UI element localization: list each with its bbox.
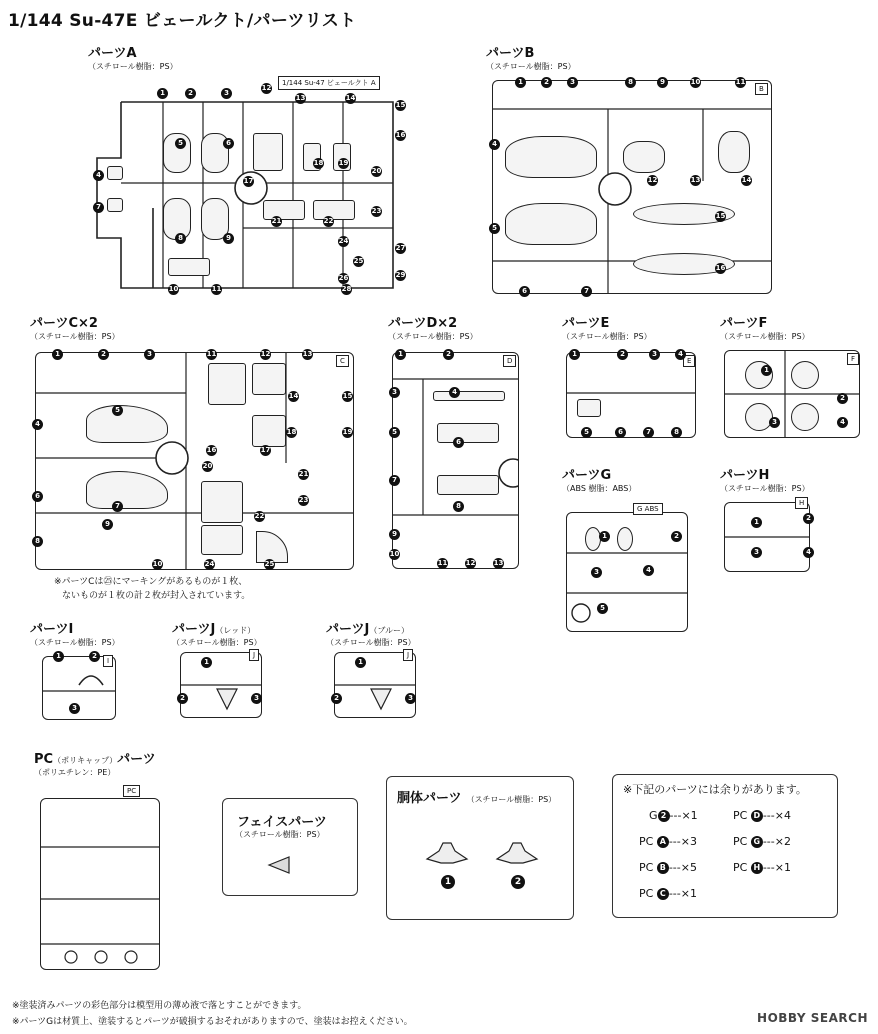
num-c24: 24: [204, 560, 215, 568]
runner-pc: [40, 787, 160, 970]
num-a22: 22: [323, 217, 334, 225]
num-b12: 12: [647, 176, 658, 184]
parts-d-material: （スチロール樹脂：PS）: [388, 332, 478, 341]
num-c17: 17: [260, 446, 271, 454]
num-b14: 14: [741, 176, 752, 184]
leftover-row-pcc: PC C ---×1: [639, 887, 697, 900]
num-d3: 3: [389, 387, 400, 398]
part-a7: [107, 198, 123, 212]
part-f3b: [791, 403, 819, 431]
num-c19: 19: [342, 428, 353, 436]
leftover-row-g2: G 2 ---×1: [649, 809, 698, 822]
footnote-1: ※塗装済みパーツの彩色部分は模型用の薄め液で落とすことができます。: [12, 1001, 307, 1011]
parts-a-title: パーツA: [88, 46, 137, 61]
num-j-red-3: 3: [251, 693, 262, 704]
runner-a-frame: [93, 88, 415, 296]
parts-a-heading: [88, 42, 178, 72]
num-c13: 13: [302, 350, 313, 358]
num-j-red-1: 1: [201, 657, 212, 668]
num-b7: 7: [581, 286, 592, 297]
num-a2: 2: [185, 88, 196, 99]
part-c11: [208, 363, 246, 405]
num-a8: 8: [175, 233, 186, 244]
part-a4: [107, 166, 123, 180]
part-c12: [252, 363, 286, 395]
runner-j-red-frame: [181, 653, 261, 717]
leftover-header: ※下記のパーツには余りがあります。: [623, 783, 807, 796]
parts-h-title: パーツH: [720, 468, 770, 483]
num-d6: 6: [453, 437, 464, 448]
num-a20: 20: [371, 167, 382, 175]
part-f3a: [745, 403, 773, 431]
num-c25: 25: [264, 560, 275, 568]
part-f1b: [791, 361, 819, 389]
num-a14: 14: [345, 94, 356, 102]
runner-j-red-letter: J: [249, 649, 259, 661]
num-h1: 1: [751, 517, 762, 528]
part-g1b: [617, 527, 633, 551]
num-c22: 22: [254, 512, 265, 520]
num-b2: 2: [541, 77, 552, 88]
parts-i-heading: [30, 618, 120, 648]
num-f4: 4: [837, 417, 848, 428]
face-parts-title: フェイスパーツ: [237, 815, 327, 830]
parts-f-material: （スチロール樹脂：PS）: [720, 332, 810, 341]
parts-c-title: パーツC×2: [30, 316, 98, 331]
num-c8: 8: [32, 536, 43, 547]
num-j-blue-3: 3: [405, 693, 416, 704]
parts-c-heading: [30, 312, 120, 342]
num-a23: 23: [371, 207, 382, 215]
num-i1: 1: [53, 651, 64, 662]
body-parts-title: 胴体パーツ: [397, 791, 462, 806]
parts-h-material: （スチロール樹脂：PS）: [720, 484, 810, 493]
num-b11: 11: [735, 78, 746, 86]
body-part-1-shape: [425, 839, 469, 869]
num-body-2: 2: [511, 875, 525, 889]
num-a12: 12: [261, 84, 272, 92]
num-b4: 4: [489, 139, 500, 150]
face-part-shape: [267, 855, 293, 875]
parts-e-heading: [562, 312, 652, 342]
runner-d-frame: [393, 353, 518, 568]
num-g2: 2: [671, 531, 682, 542]
part-b4: [505, 136, 597, 178]
num-a3: 3: [221, 88, 232, 99]
body-parts-material: （スチロール樹脂：PS）: [466, 795, 557, 804]
runner-pc-letter: PC: [123, 785, 140, 797]
num-g3: 3: [591, 567, 602, 578]
body-parts-heading: [397, 787, 556, 806]
num-g5: 5: [597, 603, 608, 614]
runner-e: [566, 352, 696, 438]
parts-d-heading: [388, 312, 478, 342]
num-b10: 10: [690, 78, 701, 86]
num-b3: 3: [567, 77, 578, 88]
runner-j-red: [180, 652, 262, 718]
runner-j-blue-frame: [335, 653, 415, 717]
num-d11: 11: [437, 559, 448, 567]
part-c17: [252, 415, 286, 447]
parts-d-title: パーツD×2: [388, 316, 458, 331]
num-b16: 16: [715, 264, 726, 272]
parts-i-material: （スチロール樹脂：PS）: [30, 638, 120, 647]
runner-h: [724, 499, 811, 572]
num-c20: 20: [202, 462, 213, 470]
num-d9: 9: [389, 529, 400, 540]
num-j-blue-1: 1: [355, 657, 366, 668]
parts-j-blue-heading: [326, 618, 416, 648]
num-c10: 10: [152, 560, 163, 568]
num-d5: 5: [389, 427, 400, 438]
num-i3: 3: [69, 703, 80, 714]
body-part-2-shape: [495, 839, 539, 869]
part-b5: [505, 203, 597, 245]
num-g1: 1: [599, 531, 610, 542]
num-j-red-2: 2: [177, 693, 188, 704]
parts-b-material: （スチロール樹脂：PS）: [486, 62, 576, 71]
num-c5: 5: [112, 405, 123, 416]
num-a24: 24: [338, 237, 349, 245]
parts-j-red-heading: [172, 618, 262, 648]
num-a18: 18: [313, 159, 324, 167]
part-d4: [433, 391, 505, 401]
parts-g-material: （ABS 樹脂：ABS）: [562, 484, 637, 493]
face-parts-material: （スチロール樹脂：PS）: [235, 830, 325, 839]
part-a22: [313, 200, 355, 220]
num-c3: 3: [144, 349, 155, 360]
runner-g: [566, 505, 688, 632]
num-a15: 15: [395, 101, 406, 109]
parts-c-material: （スチロール樹脂：PS）: [30, 332, 120, 341]
num-a13: 13: [295, 94, 306, 102]
num-body-1: 1: [441, 875, 455, 889]
part-d8: [437, 475, 499, 495]
num-d1: 1: [395, 349, 406, 360]
parts-a-material: （スチロール樹脂：PS）: [88, 62, 178, 71]
runner-d-letter: D: [503, 355, 516, 367]
num-h3: 3: [751, 547, 762, 558]
part-d6: [437, 423, 499, 443]
body-parts-box: [386, 776, 574, 920]
parts-j-blue-material: （スチロール樹脂：PS）: [326, 638, 416, 647]
num-f2: 2: [837, 393, 848, 404]
runner-j-blue-letter: J: [403, 649, 413, 661]
num-a11: 11: [211, 285, 222, 293]
num-b1: 1: [515, 77, 526, 88]
num-b9: 9: [657, 77, 668, 88]
runner-b-letter: B: [755, 83, 768, 95]
part-a17: [253, 133, 283, 171]
part-b12: [623, 141, 665, 173]
num-a25: 25: [353, 257, 364, 265]
num-i2: 2: [89, 651, 100, 662]
parts-f-heading: [720, 312, 810, 342]
parts-pc-title: PC（ポリキャップ）パーツ: [34, 752, 156, 767]
parts-e-material: （スチロール樹脂：PS）: [562, 332, 652, 341]
parts-j-blue-title: パーツJ（ブルー）: [326, 622, 410, 637]
parts-c-note-2: ないものが１枚の計２枚が封入されています。: [62, 591, 251, 601]
runner-c-letter: C: [336, 355, 349, 367]
num-a9: 9: [223, 233, 234, 244]
leftover-row-pch: PC H ---×1: [733, 861, 791, 874]
num-a17: 17: [243, 177, 254, 185]
num-c14: 14: [288, 392, 299, 400]
num-a10: 10: [168, 285, 179, 293]
num-b13: 13: [690, 176, 701, 184]
runner-f: [724, 350, 860, 438]
runner-g-letter: G ABS: [633, 503, 663, 515]
num-b8: 8: [625, 77, 636, 88]
num-j-blue-2: 2: [331, 693, 342, 704]
parts-i-title: パーツI: [30, 622, 74, 637]
leftover-row-pcd: PC D ---×4: [733, 809, 791, 822]
num-e4: 4: [675, 349, 686, 360]
runner-pc-frame: [41, 799, 159, 969]
parts-b-title: パーツB: [486, 46, 535, 61]
num-e6: 6: [615, 427, 626, 438]
num-b6: 6: [519, 286, 530, 297]
footnote-2: ※パーツGは材質上、塗装するとパーツが破損するおそれがありますので、塗装はお控えください。: [12, 1017, 413, 1027]
num-a1: 1: [157, 88, 168, 99]
num-e8: 8: [671, 427, 682, 438]
num-c9: 9: [102, 519, 113, 530]
num-a16: 16: [395, 131, 406, 139]
num-a27: 27: [395, 244, 406, 252]
parts-f-title: パーツF: [720, 316, 768, 331]
num-d12: 12: [465, 559, 476, 567]
num-a21: 21: [271, 217, 282, 225]
num-d2: 2: [443, 349, 454, 360]
num-a4: 4: [93, 170, 104, 181]
face-parts-box: [222, 798, 358, 896]
num-e1: 1: [569, 349, 580, 360]
part-e5: [577, 399, 601, 417]
num-c18: 18: [286, 428, 297, 436]
num-a7: 7: [93, 202, 104, 213]
num-a26: 26: [338, 274, 349, 282]
leftover-row-pcg: PC G ---×2: [733, 835, 791, 848]
num-a29: 29: [395, 271, 406, 279]
num-c4: 4: [32, 419, 43, 430]
runner-i: [42, 652, 116, 720]
parts-j-red-material: （スチロール樹脂：PS）: [172, 638, 262, 647]
part-c24: [201, 525, 243, 555]
num-d10: 10: [389, 550, 400, 558]
num-c2: 2: [98, 349, 109, 360]
num-e5: 5: [581, 427, 592, 438]
part-b14: [718, 131, 750, 173]
parts-j-red-title: パーツJ（レッド）: [172, 622, 256, 637]
num-b15: 15: [715, 212, 726, 220]
num-d7: 7: [389, 475, 400, 486]
num-a19: 19: [338, 159, 349, 167]
part-a10: [168, 258, 210, 276]
leftover-row-pca: PC A ---×3: [639, 835, 697, 848]
runner-b: [492, 80, 772, 294]
leftover-row-pcb: PC B ---×5: [639, 861, 697, 874]
leftover-box: [612, 774, 838, 918]
parts-g-heading: [562, 464, 636, 494]
watermark: HOBBY SEARCH: [757, 1011, 868, 1025]
page-title: 1/144 Su-47E ビェールクト/パーツリスト: [8, 11, 357, 31]
runner-f-letter: F: [847, 353, 859, 365]
num-g4: 4: [643, 565, 654, 576]
runner-e-frame: [567, 353, 695, 437]
num-a6: 6: [223, 138, 234, 149]
num-c6: 6: [32, 491, 43, 502]
parts-h-heading: [720, 464, 810, 494]
parts-g-title: パーツG: [562, 468, 612, 483]
num-f3: 3: [769, 417, 780, 428]
num-c1: 1: [52, 349, 63, 360]
runner-e-letter: E: [683, 355, 695, 367]
num-f1: 1: [761, 365, 772, 376]
num-h4: 4: [803, 547, 814, 558]
runner-a-label: 1/144 Su-47 ビェールクト A: [278, 76, 380, 90]
part-c20: [201, 481, 243, 523]
runner-j-blue: [334, 652, 416, 718]
parts-pc-material: （ポリエチレン：PE）: [34, 768, 116, 777]
runner-i-letter: I: [103, 655, 113, 667]
parts-c-note-1: ※パーツCは㉕にマーキングがあるものが１枚、: [54, 577, 248, 587]
num-d8: 8: [453, 501, 464, 512]
num-c15: 15: [342, 392, 353, 400]
num-h2: 2: [803, 513, 814, 524]
num-d13: 13: [493, 559, 504, 567]
runner-c: [35, 352, 354, 570]
part-a21: [263, 200, 305, 220]
runner-c-frame: [36, 353, 353, 569]
runner-a: [93, 79, 415, 296]
num-b5: 5: [489, 223, 500, 234]
parts-pc-heading: [34, 748, 156, 778]
runner-h-frame: [725, 503, 809, 571]
runner-d: [389, 350, 519, 569]
runner-h-letter: H: [795, 497, 808, 509]
num-e2: 2: [617, 349, 628, 360]
parts-b-heading: [486, 42, 576, 72]
num-e3: 3: [649, 349, 660, 360]
num-e7: 7: [643, 427, 654, 438]
num-c21: 21: [298, 470, 309, 478]
num-c7: 7: [112, 501, 123, 512]
num-c12: 12: [260, 350, 271, 358]
num-a28: 28: [341, 285, 352, 293]
num-a5: 5: [175, 138, 186, 149]
num-c16: 16: [206, 446, 217, 454]
num-c11: 11: [206, 350, 217, 358]
part-g1a: [585, 527, 601, 551]
num-c23: 23: [298, 496, 309, 504]
parts-e-title: パーツE: [562, 316, 610, 331]
num-d4: 4: [449, 387, 460, 398]
